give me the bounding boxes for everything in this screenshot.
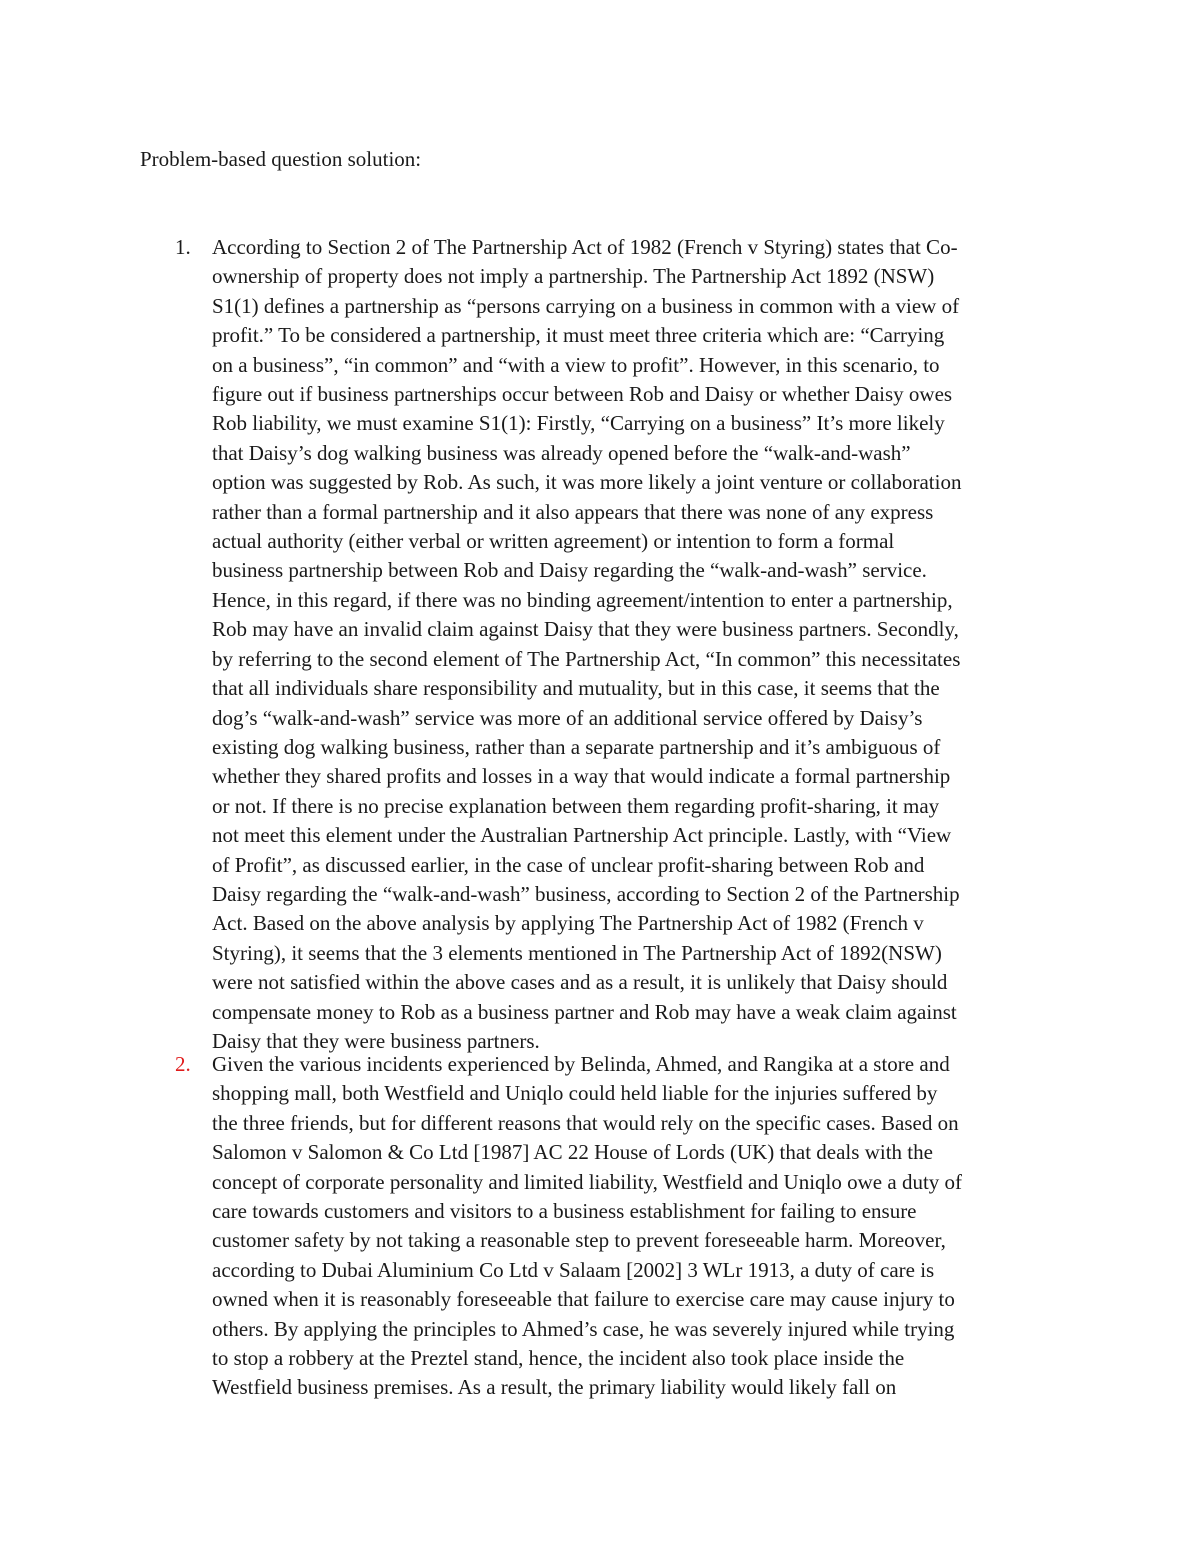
list-item-1-text <box>212 233 1072 1056</box>
text-line: the three friends, but for different reasons that would rely on the specific cases. Based on <box>212 1110 959 1135</box>
text-line: Salomon v Salomon & Co Ltd [1987] AC 22 House of Lords (UK) that deals with the <box>212 1140 933 1165</box>
text-line: business partnership between Rob and Daisy regarding the “walk-and-wash” service. <box>212 558 927 583</box>
text-line: concept of corporate personality and limited liability, Westfield and Uniqlo owe a duty of <box>212 1169 963 1194</box>
text-line: S1(1) defines a partnership as “persons carrying on a business in common with a view of <box>212 293 960 318</box>
text-line: to stop a robbery at the Preztel stand, hence, the incident also took place inside the <box>212 1346 905 1371</box>
text-line: of Profit”, as discussed earlier, in the case of unclear profit-sharing between Rob and <box>212 852 925 877</box>
text-line: or not. If there is no precise explanation between them regarding profit-sharing, it may <box>212 793 940 818</box>
text-line: customer safety by not taking a reasonable step to prevent foreseeable harm. Moreover, <box>212 1228 946 1253</box>
text-line: whether they shared profits and losses in a way that would indicate a formal partnership <box>212 764 951 789</box>
list-item-2-text <box>212 1050 1072 1403</box>
text-line: rather than a formal partnership and it also appears that there was none of any express <box>212 499 934 524</box>
text-line: actual authority (either verbal or written agreement) or intention to form a formal <box>212 529 895 554</box>
text-line: Westfield business premises. As a result, the primary liability would likely fall on <box>212 1375 897 1400</box>
text-line: According to Section 2 of The Partnership Act of 1982 (French v Styring) states that Co- <box>212 235 958 259</box>
text-line: profit.” To be considered a partnership, it must meet three criteria which are: “Carrying <box>212 323 945 348</box>
text-line: not meet this element under the Australian Partnership Act principle. Lastly, with “View <box>212 823 952 848</box>
text-line: that Daisy’s dog walking business was already opened before the “walk-and-wash” <box>212 440 911 465</box>
text-line: by referring to the second element of The Partnership Act, “In common” this necessitates <box>212 646 961 671</box>
text-line: ownership of property does not imply a partnership. The Partnership Act 1892 (NSW) <box>212 264 935 289</box>
text-line: option was suggested by Rob. As such, it was more likely a joint venture or collaboration <box>212 470 962 495</box>
text-line: Hence, in this regard, if there was no binding agreement/intention to enter a partnership, <box>212 587 953 612</box>
text-line: Styring), it seems that the 3 elements mentioned in The Partnership Act of 1892(NSW) <box>212 940 942 965</box>
text-line: shopping mall, both Westfield and Uniqlo could held liable for the injuries suffered by <box>212 1081 938 1106</box>
document-heading: Problem-based question solution: <box>140 147 422 171</box>
text-line: care towards customers and visitors to a business establishment for failing to ensure <box>212 1199 917 1224</box>
text-line: compensate money to Rob as a business partner and Rob may have a weak claim against <box>212 999 957 1024</box>
text-line: Act. Based on the above analysis by applying The Partnership Act of 1982 (French v <box>212 911 924 936</box>
list-number-1: 1. <box>175 235 191 259</box>
text-line: owned when it is reasonably foreseeable that failure to exercise care may cause injury to <box>212 1287 955 1312</box>
text-line: on a business”, “in common” and “with a view to profit”. However, in this scenario, to <box>212 352 940 377</box>
text-line: others. By applying the principles to Ahmed’s case, he was severely injured while trying <box>212 1316 955 1341</box>
text-line: Rob liability, we must examine S1(1): Firstly, “Carrying on a business” It’s more likely <box>212 411 945 436</box>
text-line: Rob may have an invalid claim against Daisy that they were business partners. Secondly, <box>212 617 959 642</box>
list-number-2: 2. <box>175 1052 191 1076</box>
text-line: were not satisfied within the above cases and as a result, it is unlikely that Daisy should <box>212 970 948 995</box>
text-line: figure out if business partnerships occur between Rob and Daisy or whether Daisy owes <box>212 382 953 407</box>
text-line: Daisy regarding the “walk-and-wash” business, according to Section 2 of the Partnership <box>212 881 960 906</box>
text-line: according to Dubai Aluminium Co Ltd v Salaam [2002] 3 WLr 1913, a duty of care is <box>212 1257 935 1282</box>
text-line: dog’s “walk-and-wash” service was more of an additional service offered by Daisy’s <box>212 705 923 730</box>
text-line: Given the various incidents experienced by Belinda, Ahmed, and Rangika at a store and <box>212 1052 950 1076</box>
text-line: existing dog walking business, rather than a separate partnership and it’s ambiguous of <box>212 734 941 759</box>
text-line: Daisy that they were business partners. <box>212 1028 540 1053</box>
text-line: that all individuals share responsibility and mutuality, but in this case, it seems that the <box>212 676 940 701</box>
